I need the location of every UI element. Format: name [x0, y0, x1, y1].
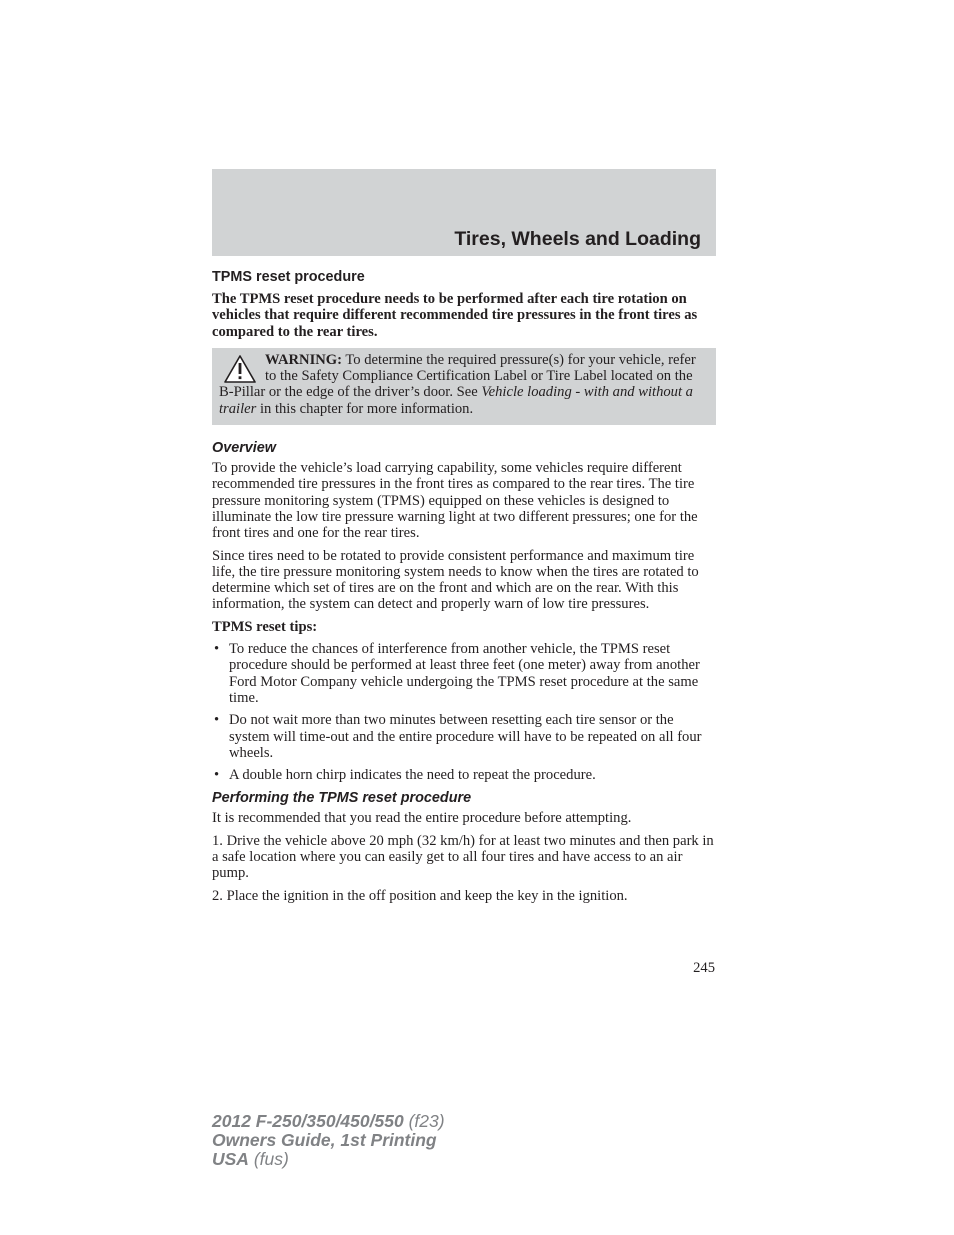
footer-market-line: USA (fus) — [212, 1149, 289, 1169]
performing-lead: It is recommended that you read the entire procedure before attempting. — [212, 810, 632, 827]
overview-paragraph: To provide the vehicle’s load carrying capability, some vehicles require different recommended tire pressures in the front tires as compared to the rear tires. The tire pressure monitoring system (TPMS) equipped on these vehicles is designed to illuminate the low tire pressure warning light at two different pressures; one for the front tires and one for the rear tires. — [212, 460, 698, 542]
list-item: • A double horn chirp indicates the need to repeat the procedure. — [214, 767, 596, 784]
tips-list — [212, 641, 716, 783]
page-content — [212, 268, 716, 910]
list-item: • Do not wait more than two minutes between resetting each tire sensor or the system will time-out and the entire procedure will have to be repeated on all four wheels. — [214, 712, 702, 761]
page-number: 245 — [693, 960, 715, 976]
warning-label: WARNING: — [265, 351, 343, 368]
footer-printing-line: Owners Guide, 1st Printing — [212, 1130, 437, 1150]
procedure-step: 2. Place the ignition in the off position and keep the key in the ignition. — [212, 887, 628, 904]
warning-text: To determine the required pressure(s) for your vehicle, refer to the Safety Compliance Certification Label or Tire Label located on the B-Pillar or the edge of the driver’s door. See — [219, 351, 696, 401]
bullet: • — [214, 767, 220, 784]
list-item: • To reduce the chances of interference from another vehicle, the TPMS reset procedure should be performed at least three feet (one meter) away from another Ford Motor Company vehicle undergoing the TPMS reset procedure at the same time. — [214, 641, 700, 706]
overview-title: Overview — [212, 440, 276, 457]
chapter-title: Tires, Wheels and Loading — [454, 228, 701, 250]
chapter-header-band — [212, 169, 716, 256]
tips-heading: TPMS reset tips: — [212, 618, 318, 635]
warning-triangle-icon — [223, 354, 257, 384]
warning-text-end: in this chapter for more information. — [256, 400, 474, 417]
overview-paragraph: Since tires need to be rotated to provide consistent performance and maximum tire life, the tire pressure monitoring system needs to know when the tires are rotated to determine which set of tires are on the front and which are on the rear. With this information, the system can detect and properly warn of low tire pressures. — [212, 547, 699, 613]
section-title: TPMS reset procedure — [212, 269, 365, 285]
warning-reference: Vehicle loading - with and without a trailer — [219, 384, 693, 417]
performing-title: Performing the TPMS reset procedure — [212, 790, 472, 807]
procedure-step: 1. Drive the vehicle above 20 mph (32 km/h) for at least two minutes and then park in a safe location where you can easily get to all four tires and have access to an air pump. — [212, 832, 714, 882]
footer-model-line: 2012 F-250/350/450/550 (f23) — [212, 1111, 445, 1131]
bullet: • — [214, 712, 220, 729]
warning-box — [212, 348, 716, 425]
bullet: • — [214, 641, 220, 658]
section-intro: The TPMS reset procedure needs to be performed after each tire rotation on vehicles that require different recommended tire pressures in the front tires as compared to the rear tires. — [212, 291, 698, 340]
document-footer — [212, 1112, 445, 1169]
